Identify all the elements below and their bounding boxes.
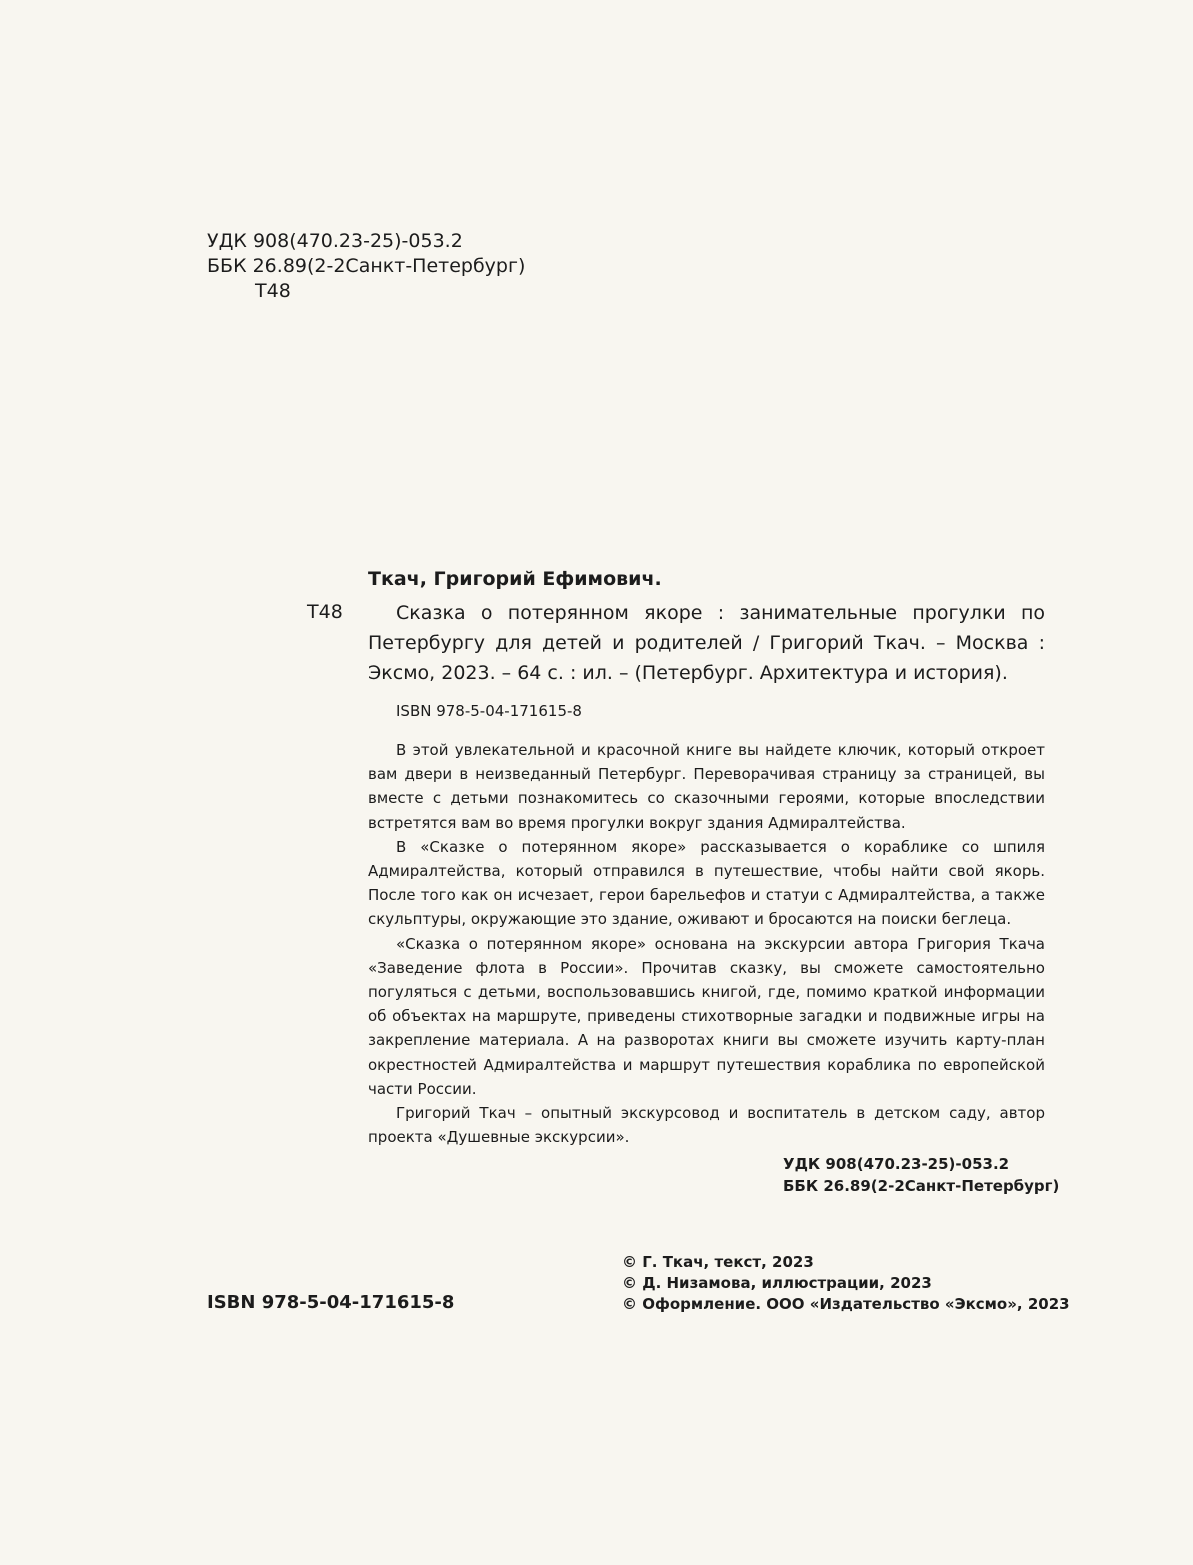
- entry-isbn: ISBN 978-5-04-171615-8: [396, 702, 582, 720]
- entry-author: Ткач, Григорий Ефимович.: [368, 568, 662, 590]
- copyright-line: © Г. Ткач, текст, 2023: [622, 1253, 814, 1271]
- udk-code: УДК 908(470.23-25)-053.2: [783, 1155, 1010, 1173]
- classification-top: [207, 229, 525, 304]
- entry-author-mark: Т48: [307, 601, 343, 623]
- copyright-block: [622, 1252, 1070, 1315]
- classification-bottom: [783, 1153, 1059, 1197]
- bbk-code: ББК 26.89(2-2Санкт-Петербург): [783, 1177, 1060, 1195]
- author-mark: Т48: [255, 280, 291, 302]
- copyright-line: © Оформление. ООО «Издательство «Эксмо», 2023: [622, 1295, 1070, 1313]
- annotation-paragraph: В «Сказке о потерянном якоре» рассказывается о кораблике со шпиля Адмиралтейства, который отправился в путешествие, чтобы найти свой якорь. После того как он исчезает, герои барельефов и статуи с Адмиралтейства, а также скульптуры, окружающие это здание, оживают и бросаются на поиски беглеца.: [368, 837, 1045, 929]
- annotation-paragraph: «Сказка о потерянном якоре» основана на экскурсии автора Григория Ткача «Заведение флота в России». Прочитав сказку, вы сможете самостоятельно погуляться с детьми, воспользовавшись книгой, где, помимо краткой информации об объектах на маршруте, приведены стихотворные загадки и подвижные игры на закрепление материала. А на разворотах книги вы сможете изучить карту-план окрестностей Адмиралтейства и маршрут путешествия кораблика по европейской части России.: [368, 934, 1045, 1098]
- copyright-line: © Д. Низамова, иллюстрации, 2023: [622, 1274, 932, 1292]
- annotation: [368, 738, 1045, 1149]
- entry-description: [368, 598, 1045, 688]
- entry-description-text: Сказка о потерянном якоре : занимательные прогулки по Петербургу для детей и родителей / Григорий Ткач. – Москва : Эксмо, 2023. – 64 с. : ил. – (Петербург. Архитектура и история).: [368, 602, 1045, 684]
- annotation-paragraph: В этой увлекательной и красочной книге вы найдете ключик, который откроет вам двери в неизведанный Петербург. Переворачивая страницу за страницей, вы вместе с детьми познакомитесь со сказочными героями, которые впоследствии встретятся вам во время прогулки вокруг здания Адмиралтейства.: [368, 741, 1045, 832]
- isbn-main: ISBN 978-5-04-171615-8: [207, 1292, 455, 1313]
- udk-code: УДК 908(470.23-25)-053.2: [207, 230, 463, 252]
- annotation-paragraph: Григорий Ткач – опытный экскурсовод и воспитатель в детском саду, автор проекта «Душевные экскурсии».: [368, 1104, 1045, 1147]
- bbk-code: ББК 26.89(2-2Санкт-Петербург): [207, 255, 526, 277]
